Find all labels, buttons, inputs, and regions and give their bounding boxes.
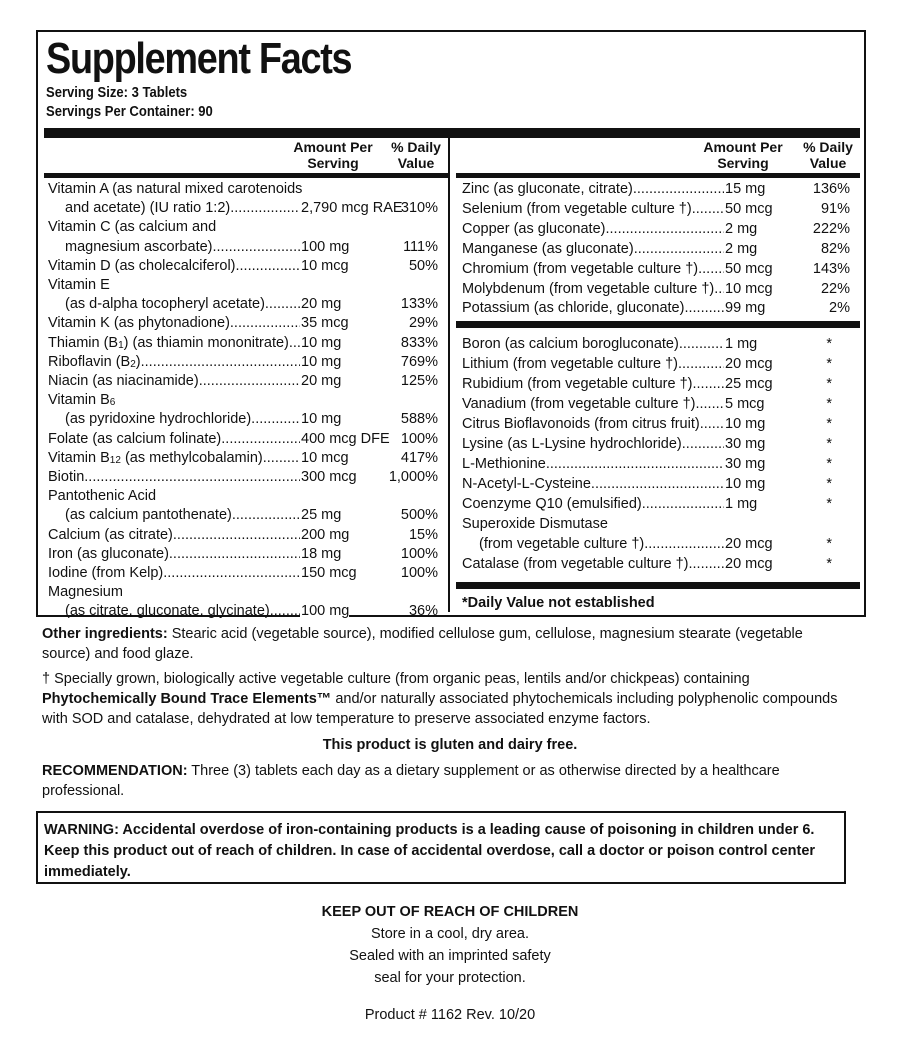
nutrient-daily-value: 833%: [400, 334, 438, 351]
nutrient-daily-value: 100%: [400, 565, 438, 581]
nutrient-name: Folate (as calcium folinate) .....: [48, 429, 300, 449]
nutrient-amount: 1 mg: [725, 336, 758, 352]
nutrient-amount: 20 mcg: [725, 556, 773, 572]
nutrient-name: Zinc (as gluconate, citrate) .....: [462, 179, 724, 199]
warning-box: WARNING: Accidental overdose of iron-containing products is a leading cause of poisoning in children under 6. Keep this product out of reach of children. In case of accidental overdose, call a doctor or poison control center immediately.: [36, 811, 846, 884]
nutrient-name: Biotin .....: [48, 467, 300, 487]
nutrient-daily-value: 82%: [820, 240, 850, 257]
nutrient-amount: 5 mcg: [725, 396, 765, 412]
nutrient-name: Superoxide Dismutase: [462, 516, 608, 532]
nutrient-row: [48, 467, 446, 487]
nutrient-name: Vitamin K (as phytonadione) .....: [48, 313, 300, 333]
nutrient-amount: 100 mg: [301, 603, 350, 620]
nutrient-amount: 200 mg: [301, 526, 350, 543]
nutrient-amount: 15 mg: [725, 181, 766, 197]
other-ingredients-label: Other ingredients:: [42, 626, 168, 642]
nutrient-amount: 99 mg: [725, 300, 766, 317]
right-bottom-rule: [456, 582, 860, 589]
nutrient-row: [48, 582, 446, 602]
nutrient-daily-value: 22%: [820, 280, 850, 297]
nutrient-name: N-Acetyl-L-Cysteine .....: [462, 474, 724, 494]
nutrient-name: Riboflavin $(B_2)$ .....: [48, 352, 300, 375]
seal-line-2: seal for your protection.: [374, 970, 526, 986]
nutrient-name: Manganese (as gluconate) .....: [462, 239, 724, 259]
nutrient-daily-value: 769%: [400, 353, 438, 370]
nutrient-amount: 25 mcg: [725, 376, 773, 392]
nutrient-daily-value: *: [826, 556, 832, 572]
nutrient-name: Vanadium (from vegetable culture †) .....: [462, 394, 724, 414]
nutrient-row: [48, 486, 446, 506]
nutrient-row: [48, 313, 446, 333]
nutrient-amount: 10 mg: [301, 334, 342, 351]
nutrient-name: Pantothenic Acid: [48, 488, 157, 505]
nutrient-name: Vitamin D (as cholecalciferol) .....: [48, 256, 300, 276]
nutrient-daily-value: *: [826, 376, 832, 392]
nutrient-daily-value: *: [826, 456, 832, 472]
nutrient-row: [462, 454, 858, 474]
right-divider-rule: [456, 321, 860, 328]
nutrient-name: Molybdenum (from vegetable culture †) .....: [462, 279, 724, 299]
nutrient-amount: 100 mg: [301, 238, 350, 255]
nutrient-row: [462, 394, 858, 414]
nutrient-row: [48, 390, 446, 410]
left-col-dv-header: % Daily Value: [391, 139, 441, 171]
dv-not-established-note: *Daily Value not established: [462, 595, 655, 611]
nutrient-name: Thiamin $(B_1)$ (as thiamin mononitrate) .....: [48, 333, 300, 356]
nutrient-row: [462, 374, 858, 394]
nutrient-amount: 1 mg: [725, 496, 758, 512]
nutrient-row: [462, 554, 858, 574]
nutrient-name: Vitamin $B_{12}$ (as methylcobalamin) .....: [48, 448, 300, 471]
nutrient-daily-value: 500%: [400, 507, 438, 524]
thick-rule-top: [44, 128, 860, 138]
nutrient-name: Lysine (as L-Lysine hydrochloride) .....: [462, 434, 724, 454]
nutrient-amount: 30 mg: [725, 436, 766, 452]
nutrient-amount: 10 mcg: [301, 257, 349, 274]
culture-note-pre: † Specially grown, biologically active vegetable culture (from organic peas, lentils and/or chickpeas) containing: [42, 671, 750, 687]
nutrient-daily-value: *: [826, 496, 832, 512]
nutrient-name: Niacin (as niacinamide) .....: [48, 371, 300, 391]
nutrient-amount: 300 mcg: [301, 469, 357, 485]
recommendation: [42, 761, 852, 801]
nutrient-daily-value: 143%: [812, 260, 850, 277]
nutrient-name: Vitamin A (as natural mixed carotenoids: [48, 181, 303, 197]
nutrient-row: [48, 333, 446, 353]
panel-title: Supplement Facts: [46, 34, 352, 83]
nutrient-daily-value: 111%: [403, 238, 438, 255]
column-divider: [448, 136, 450, 612]
nutrient-row: [48, 237, 446, 257]
nutrient-name: Rubidium (from vegetable culture †) .....: [462, 374, 724, 394]
nutrient-row: [48, 217, 446, 237]
nutrient-name: Lithium (from vegetable culture †) .....: [462, 354, 724, 374]
nutrient-name: (as calcium pantothenate) .....: [65, 505, 300, 525]
nutrient-daily-value: *: [826, 336, 832, 352]
nutrient-daily-value: 310%: [400, 200, 438, 217]
right-medium-rule: [456, 173, 860, 178]
nutrient-row: [48, 275, 446, 295]
keep-out-of-reach: KEEP OUT OF REACH OF CHILDREN: [321, 904, 579, 920]
nutrient-daily-value: 417%: [400, 449, 438, 466]
left-medium-rule: [44, 173, 448, 178]
nutrient-name: Potassium (as chloride, gluconate) .....: [462, 298, 724, 318]
nutrient-name: Vitamin C (as calcium and: [48, 219, 217, 236]
nutrient-row: [48, 198, 446, 218]
nutrient-name: Boron (as calcium borogluconate) .....: [462, 334, 724, 354]
nutrient-daily-value: 222%: [812, 220, 850, 237]
nutrient-daily-value: *: [826, 476, 832, 492]
nutrient-amount: 2,790 mcg RAE: [301, 200, 403, 217]
nutrient-name: Citrus Bioflavonoids (from citrus fruit) .....: [462, 414, 724, 434]
nutrient-row: [48, 371, 446, 391]
nutrient-amount: 50 mcg: [725, 200, 773, 217]
nutrient-name: Vitamin E: [48, 277, 110, 293]
nutrient-row: [48, 352, 446, 372]
nutrient-row: [462, 199, 858, 219]
nutrient-name: Vitamin $B_6$: [48, 392, 116, 409]
nutrient-amount: 400 mcg DFE: [301, 430, 390, 447]
nutrient-amount: 10 mg: [725, 476, 766, 492]
nutrient-amount: 20 mcg: [725, 536, 773, 552]
nutrient-amount: 2 mg: [725, 220, 758, 237]
nutrient-amount: 10 mg: [301, 353, 342, 370]
serving-size: Serving Size: 3 Tablets: [46, 85, 188, 101]
right-col-dv-header: % Daily Value: [803, 139, 853, 171]
nutrient-name: Chromium (from vegetable culture †) .....: [462, 259, 724, 279]
nutrient-row: [462, 239, 858, 259]
nutrient-row: [48, 544, 446, 564]
nutrient-name: (as d-alpha tocopheryl acetate) .....: [65, 294, 300, 314]
nutrient-row: [48, 448, 446, 468]
nutrient-row: [462, 494, 858, 514]
nutrient-row: [462, 219, 858, 239]
nutrient-name: Copper (as gluconate) .....: [462, 219, 724, 239]
culture-note-bold: Phytochemically Bound Trace Elements™: [42, 691, 332, 707]
culture-note: [42, 669, 852, 729]
nutrient-amount: 2 mg: [725, 240, 758, 257]
nutrient-amount: 10 mcg: [725, 280, 773, 297]
nutrient-amount: 20 mg: [301, 373, 342, 389]
seal-line-1: Sealed with an imprinted safety: [349, 948, 551, 964]
right-col-amount-header: Amount Per Serving: [703, 139, 783, 171]
nutrient-daily-value: 29%: [408, 315, 438, 332]
nutrient-amount: 30 mg: [725, 456, 766, 472]
nutrient-name: Magnesium: [48, 584, 123, 601]
nutrient-row: [48, 601, 446, 621]
nutrient-name: (as pyridoxine hydrochloride) .....: [65, 409, 300, 429]
nutrient-row: [48, 294, 446, 314]
nutrient-row: [462, 534, 858, 554]
nutrient-amount: 25 mg: [301, 507, 342, 524]
nutrient-daily-value: 91%: [820, 200, 850, 217]
left-col-amount-header: Amount Per Serving: [293, 139, 373, 171]
nutrient-amount: 20 mg: [301, 296, 342, 313]
nutrient-daily-value: 1,000%: [388, 469, 438, 485]
nutrient-row: [462, 514, 858, 534]
nutrient-name: Iodine (from Kelp) .....: [48, 563, 300, 583]
nutrient-name: Iron (as gluconate) .....: [48, 544, 300, 564]
nutrient-name: (as citrate, gluconate, glycinate) .....: [65, 601, 300, 621]
nutrient-daily-value: 50%: [408, 257, 438, 274]
gluten-free-statement: This product is gluten and dairy free.: [322, 737, 578, 753]
nutrient-amount: 150 mcg: [301, 565, 357, 581]
nutrient-daily-value: 15%: [408, 526, 438, 543]
other-ingredients: [42, 624, 852, 664]
nutrient-name: Calcium (as citrate) .....: [48, 525, 300, 545]
nutrient-row: [462, 474, 858, 494]
nutrient-amount: 18 mg: [301, 545, 342, 562]
nutrient-daily-value: 588%: [400, 411, 438, 428]
nutrient-daily-value: 125%: [400, 373, 438, 389]
nutrient-name: Selenium (from vegetable culture †) .....: [462, 199, 724, 219]
nutrient-row: [48, 179, 446, 199]
nutrient-amount: 50 mcg: [725, 260, 773, 277]
nutrient-amount: 35 mcg: [301, 315, 349, 332]
nutrient-daily-value: 36%: [408, 603, 438, 620]
nutrient-row: [48, 505, 446, 525]
nutrient-row: [48, 525, 446, 545]
nutrient-row: [48, 429, 446, 449]
nutrient-daily-value: 100%: [400, 430, 438, 447]
recommendation-text: Three (3) tablets each day as a dietary supplement or as otherwise directed by a healthcare professional.: [42, 763, 780, 799]
nutrient-name: Catalase (from vegetable culture †) .....: [462, 554, 724, 574]
nutrient-daily-value: *: [826, 536, 832, 552]
nutrient-daily-value: 100%: [400, 545, 438, 562]
recommendation-label: RECOMMENDATION:: [42, 763, 188, 779]
culture-note-post: and/or naturally associated phytochemicals including polyphenolic compounds with SOD and catalase, dehydrated at low temperature to preserve associated enzyme factors.: [42, 691, 838, 727]
nutrient-name: magnesium ascorbate) .....: [65, 237, 300, 257]
nutrient-row: [462, 414, 858, 434]
product-number: Product # 1162 Rev. 10/20: [364, 1007, 536, 1023]
nutrient-name: and acetate) (IU ratio 1:2) .....: [65, 198, 300, 218]
nutrient-name: (from vegetable culture †) .....: [479, 534, 724, 554]
nutrient-row: [462, 334, 858, 354]
nutrient-row: [462, 434, 858, 454]
nutrient-daily-value: 136%: [812, 181, 850, 197]
nutrient-daily-value: *: [826, 396, 832, 412]
nutrient-daily-value: *: [826, 436, 832, 452]
nutrient-amount: 10 mg: [725, 416, 766, 432]
nutrient-amount: 20 mcg: [725, 356, 773, 372]
nutrient-row: [462, 354, 858, 374]
nutrient-row: [462, 179, 858, 199]
nutrient-daily-value: *: [826, 356, 832, 372]
nutrient-row: [48, 256, 446, 276]
nutrient-amount: 10 mg: [301, 411, 342, 428]
nutrient-name: Coenzyme Q10 (emulsified) .....: [462, 494, 724, 514]
nutrient-row: [462, 279, 858, 299]
nutrient-daily-value: 133%: [400, 296, 438, 313]
nutrient-amount: 10 mcg: [301, 449, 349, 466]
nutrient-daily-value: *: [826, 416, 832, 432]
nutrient-row: [48, 563, 446, 583]
nutrient-row: [48, 409, 446, 429]
servings-per-container: Servings Per Container: 90: [46, 104, 213, 120]
supplement-facts-panel: [36, 30, 866, 620]
storage-instructions: Store in a cool, dry area.: [371, 926, 529, 942]
nutrient-row: [462, 259, 858, 279]
nutrient-row: [462, 298, 858, 318]
nutrient-name: L-Methionine .....: [462, 454, 724, 474]
other-ingredients-text: Stearic acid (vegetable source), modified cellulose gum, cellulose, magnesium stearate (vegetable source) and food glaze.: [42, 626, 803, 662]
nutrient-daily-value: 2%: [829, 300, 850, 317]
